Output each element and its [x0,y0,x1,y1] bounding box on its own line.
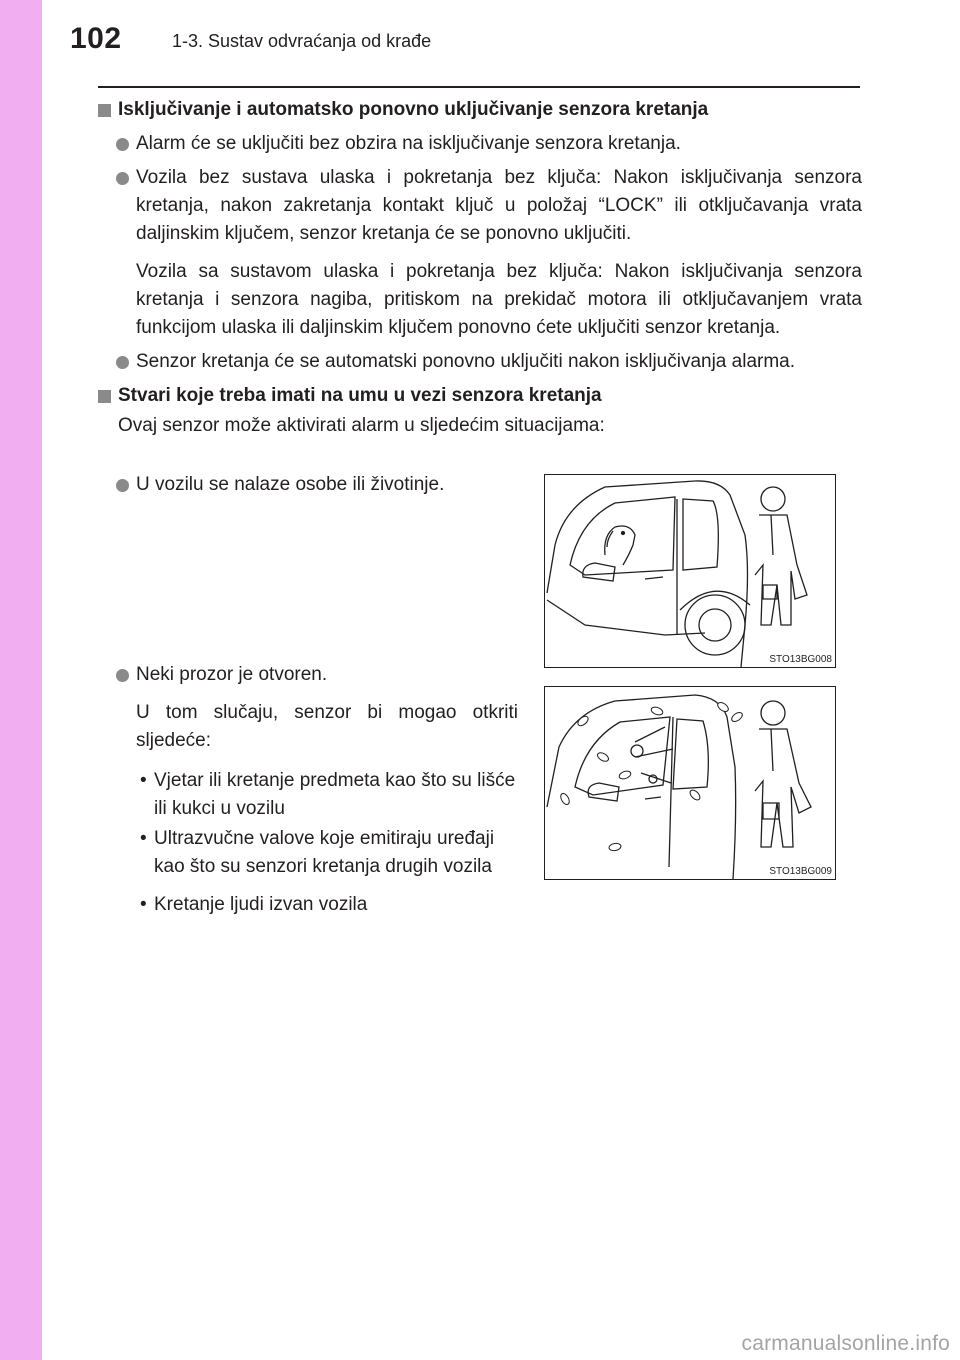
dot-marker-icon: • [140,894,147,915]
circle-bullet-icon [116,669,129,682]
list-item-text: Alarm će se uključiti bez obzira na isključivanje senzora kretanja. [136,133,681,154]
square-bullet-icon [98,390,111,403]
watermark: carmanualsonline.info [741,1332,950,1355]
sub-list-item [98,891,518,919]
sub-list-item [98,767,518,823]
illustration-dog-in-car [544,474,836,668]
list-item-continuation: Vozila sa sustavom ulaska i pokretanja bez ključa: Nakon isključivanja senzora kretanja i senzora nagiba, pritiskom na prekidač motora ili otključavanjem vrata funkcijom ulaska ili daljinskim ključem ponovno ćete uključiti senzor kretanja. [136,261,862,338]
car-open-window-drawing [545,687,835,879]
list-item [98,661,518,689]
list-item-text: Neki prozor je otvoren. [136,664,328,685]
list-item-text: Vozila bez sustava ulaska i pokretanja bez ključa: Nakon isključivanja senzora kretanja, nakon zakretanja kontakt ključ u položaj “LOCK” ili otključavanja vrata daljinskim ključem, senzor kretanja će se ponovno uključiti. [136,167,862,244]
list-item [98,348,862,376]
list-item [98,471,518,499]
page-number: 102 [70,22,122,55]
situations-list [98,465,518,919]
circle-bullet-icon [116,138,129,151]
figure-code: STO13BG009 [769,866,832,877]
heading-text: Isključivanje i automatsko ponovno uključivanje senzora kretanja [118,99,709,120]
heading-text: Stvari koje treba imati na umu u vezi senzora kretanja [118,385,602,406]
list-item-text: Senzor kretanja će se automatski ponovno uključiti nakon isključivanja alarma. [136,351,796,372]
list-item-text: U vozilu se nalaze osobe ili životinje. [136,474,445,495]
dot-marker-icon: • [140,828,147,849]
circle-bullet-icon [116,479,129,492]
list-item [98,164,862,248]
main-content [98,92,862,440]
dot-marker-icon: • [140,770,147,791]
list-item-continuation: U tom slučaju, senzor bi mogao otkriti sljedeće: [136,702,518,751]
sub-list-text: Vjetar ili kretanje predmeta kao što su lišće ili kukci u vozilu [154,770,516,819]
section-intro: Ovaj senzor može aktivirati alarm u sljedećim situacijama: [118,415,605,436]
header-divider [98,86,860,88]
chapter-side-tab [0,0,42,1360]
section-title: 1-3. Sustav odvraćanja od krađe [172,31,432,51]
circle-bullet-icon [116,172,129,185]
list-item [98,130,862,158]
car-with-dog-drawing [545,475,835,667]
circle-bullet-icon [116,356,129,369]
section-heading-motion-sensor-cancel [98,96,862,124]
figure-code: STO13BG008 [769,654,832,665]
illustration-open-window-leaves [544,686,836,880]
section-heading-motion-sensor-notes [98,382,862,410]
sub-list-text: Ultrazvučne valove koje emitiraju uređaji kao što su senzori kretanja drugih vozila [154,828,495,877]
sub-list-item [98,825,518,881]
sub-list-text: Kretanje ljudi izvan vozila [154,894,368,915]
sub-list [98,767,518,919]
square-bullet-icon [98,104,111,117]
